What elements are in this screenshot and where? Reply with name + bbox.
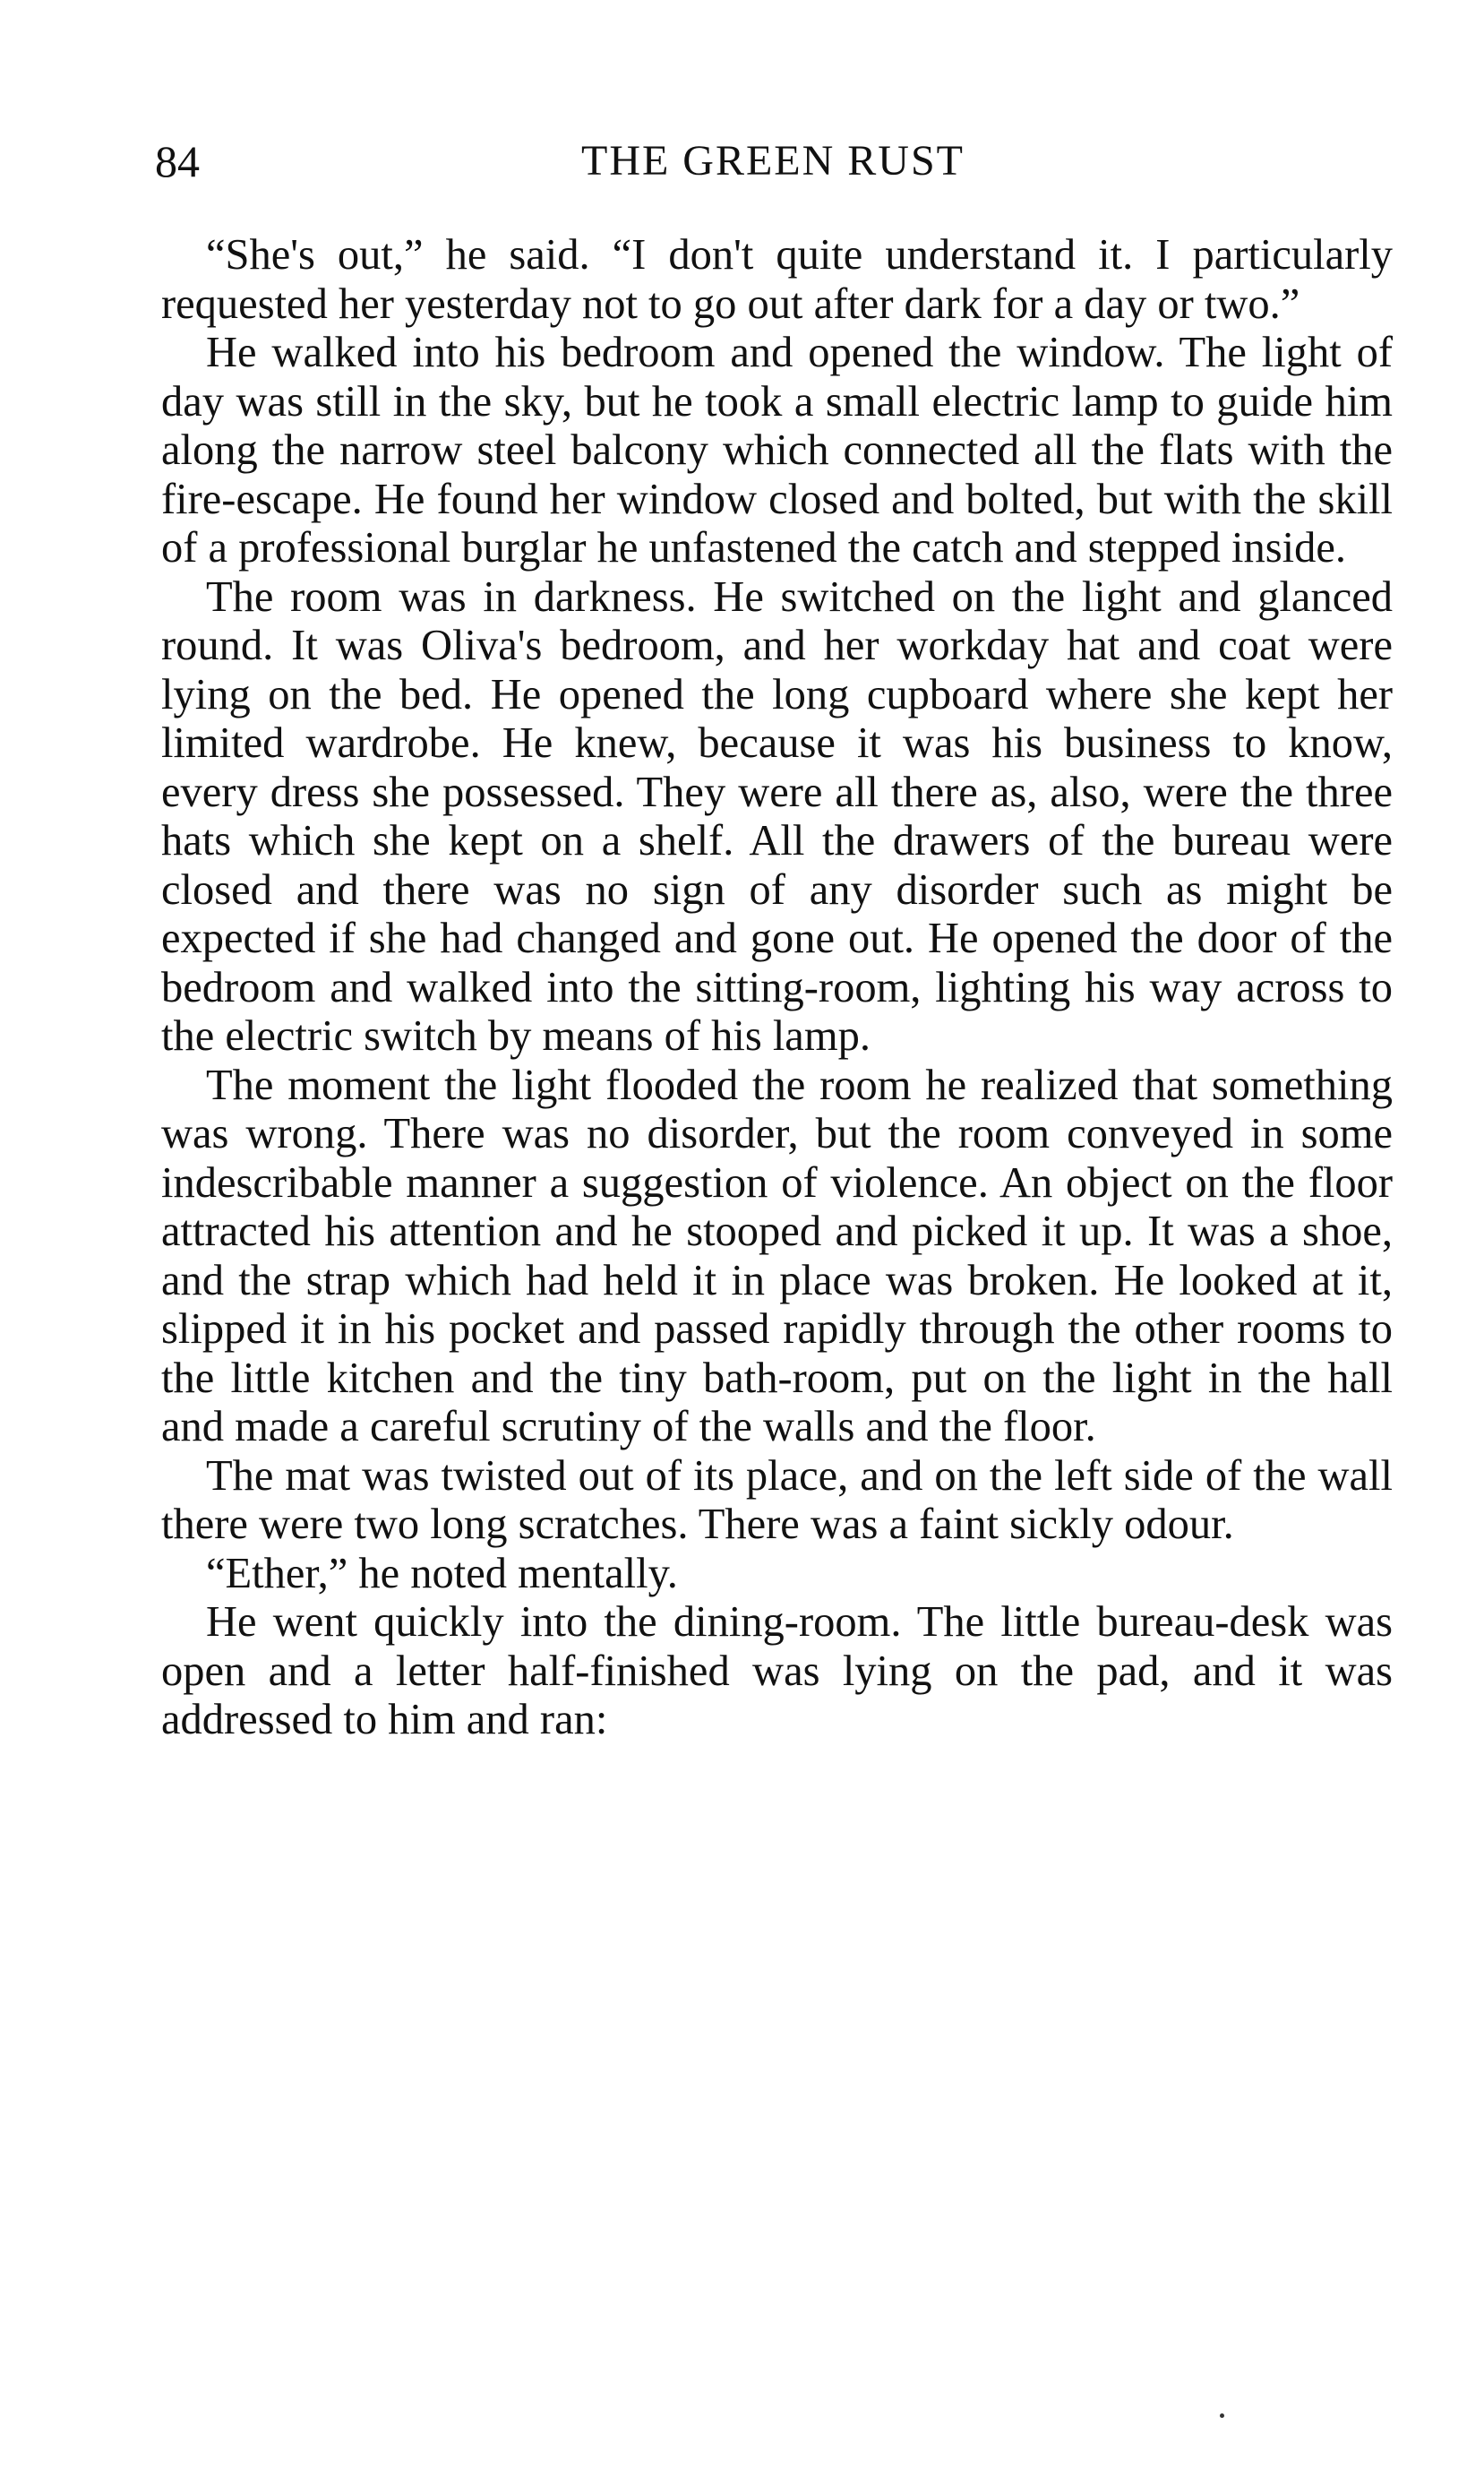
body-text — [161, 231, 1393, 1745]
paragraph-2: He walked into his bedroom and opened the window. The light of day was still in the sky, but he took a small electric lamp to guide him along the narrow steel balcony which connected all the flats with the fire-escape. He found her window closed and bolted, but with the skill of a professional burglar he unfastened the catch and stepped inside. — [161, 329, 1393, 572]
paragraph-4: The moment the light flooded the room he realized that something was wrong. There was no disorder, but the room conveyed in some indescribable manner a suggestion of violence. An object on the floor attracted his attention and he stooped and picked it up. It was a shoe, and the strap which had held it in place was broken. He looked at it, slipped it in his pocket and passed rapidly through the other rooms to the little kitchen and the tiny bath-room, put on the light in the hall and made a careful scrutiny of the walls and the floor. — [161, 1061, 1393, 1450]
paragraph-1: “She's out,” he said. “I don't quite understand it. I particularly requested her yesterday not to go out after dark for a day or two.” — [161, 231, 1393, 328]
page-number: 84 — [155, 136, 200, 186]
book-title: THE GREEN RUST — [581, 137, 965, 185]
paragraph-7: He went quickly into the dining-room. The little bureau-desk was open and a letter half-finished was lying on the pad, and it was addressed to him and ran: — [161, 1598, 1393, 1743]
running-head — [150, 134, 1395, 197]
paragraph-5: The mat was twisted out of its place, and on the left side of the wall there were two long scratches. There was a faint sickly odour. — [161, 1451, 1393, 1548]
paragraph-6: “Ether,” he noted mentally. — [206, 1549, 678, 1597]
print-speck — [1220, 2413, 1224, 2418]
paragraph-3: The room was in darkness. He switched on the light and glanced round. It was Oliva's bedroom, and her workday hat and coat were lying on the bed. He opened the long cupboard where she kept her limited wardrobe. He knew, because it was his business to know, every dress she possessed. They were all there as, also, were the three hats which she kept on a shelf. All the drawers of the bureau were closed and there was no sign of any disorder such as might be expected if she had changed and gone out. He opened the door of the bedroom and walked into the sitting-room, lighting his way across to the electric switch by means of his lamp. — [161, 572, 1393, 1060]
